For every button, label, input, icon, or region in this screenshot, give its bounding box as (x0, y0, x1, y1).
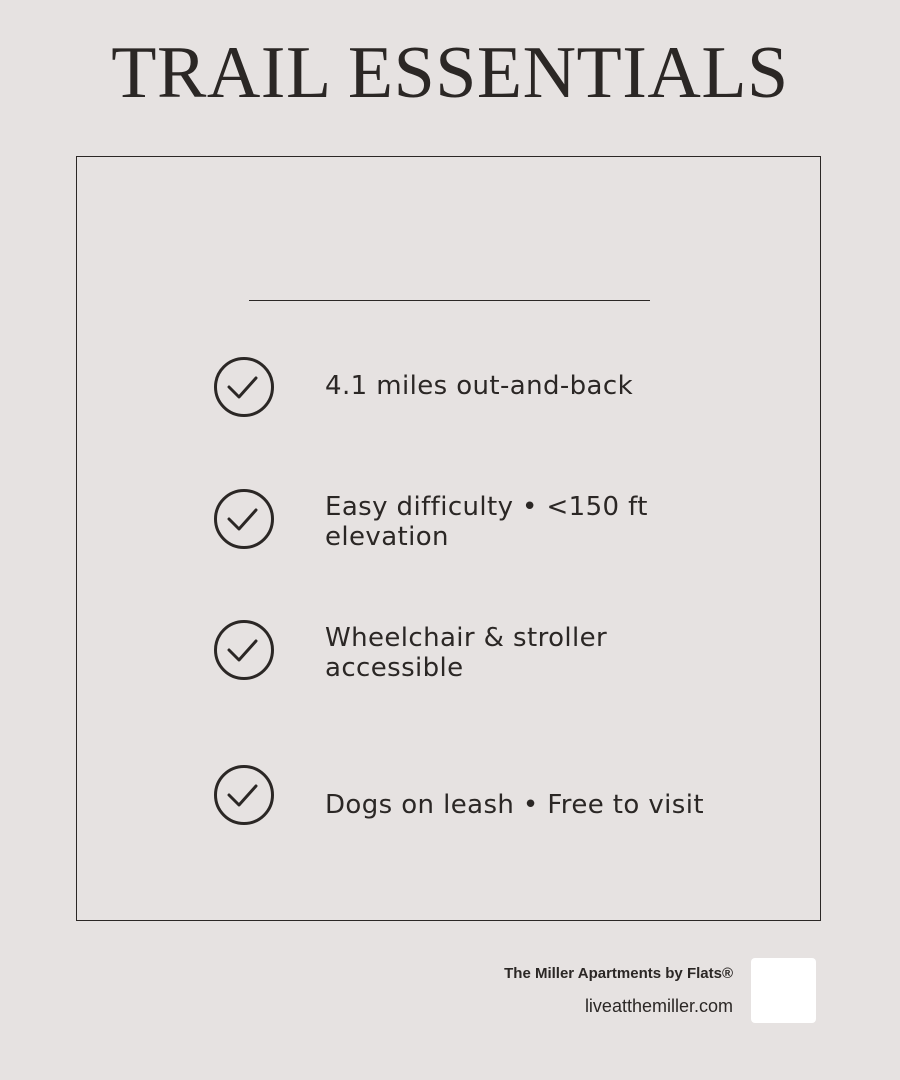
website-url: liveatthemiller.com (584, 996, 733, 1016)
checklist-item (213, 488, 733, 552)
checklist-item (213, 356, 733, 420)
checklist-item-label: Dogs on leash • Free to visit (325, 790, 704, 820)
checklist-item (213, 619, 733, 683)
check-circle-icon (213, 488, 275, 550)
check-circle-icon (213, 764, 275, 826)
divider-line (249, 300, 650, 301)
checklist-item-label: Wheelchair & stroller accessible (325, 623, 608, 683)
check-circle-icon (213, 356, 275, 418)
brand-name: The Miller Apartments by Flats® (504, 965, 733, 982)
checklist-item-label: 4.1 miles out-and-back (325, 371, 634, 401)
checklist-item (213, 764, 733, 828)
page-title: TRAIL ESSENTIALS (111, 32, 789, 114)
qr-code-placeholder (751, 958, 816, 1023)
check-circle-icon (213, 619, 275, 681)
checklist-item-label: Easy difficulty • <150 ft elevation (325, 492, 648, 552)
